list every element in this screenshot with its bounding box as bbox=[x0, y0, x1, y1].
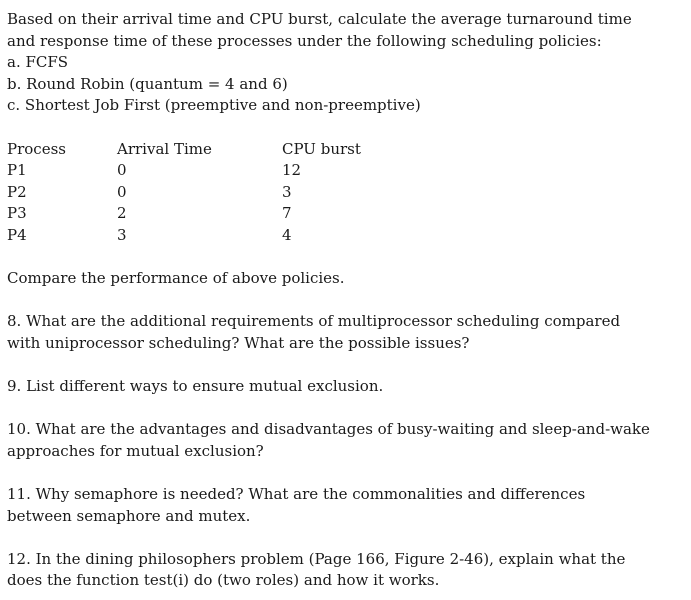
header-arrival-time: Arrival Time bbox=[117, 139, 212, 158]
question-9-line-1: 9. List different ways to ensure mutual exclusion. bbox=[7, 377, 384, 396]
policy-item-sjf: c. Shortest Job First (preemptive and non-preemptive) bbox=[7, 96, 421, 115]
question-10-line-1: 10. What are the advantages and disadvantages of busy-waiting and sleep-and-wake bbox=[7, 420, 650, 439]
cell-process: P1 bbox=[7, 161, 27, 180]
spacer bbox=[7, 117, 691, 139]
intro-paragraph bbox=[7, 9, 691, 117]
cell-process: P3 bbox=[7, 204, 27, 223]
question-12-line-2: does the function test(i) do (two roles) and how it works. bbox=[7, 571, 440, 590]
question-11 bbox=[7, 484, 691, 527]
cell-process: P2 bbox=[7, 182, 27, 201]
spacer bbox=[7, 355, 691, 377]
cell-cpu-burst: 7 bbox=[282, 204, 292, 223]
cell-cpu-burst: 4 bbox=[282, 225, 292, 244]
question-11-line-2: between semaphore and mutex. bbox=[7, 506, 251, 525]
cell-process: P4 bbox=[7, 225, 27, 244]
table-header-row bbox=[7, 139, 402, 161]
policy-item-fcfs: a. FCFS bbox=[7, 53, 69, 72]
question-11-line-1: 11. Why semaphore is needed? What are the commonalities and differences bbox=[7, 485, 586, 504]
question-8-line-1: 8. What are the additional requirements of multiprocessor scheduling compared bbox=[7, 312, 621, 331]
spacer bbox=[7, 247, 691, 269]
cell-arrival-time: 3 bbox=[117, 225, 127, 244]
question-8 bbox=[7, 311, 691, 354]
cell-cpu-burst: 3 bbox=[282, 182, 292, 201]
table-row bbox=[7, 225, 402, 247]
spacer bbox=[7, 527, 691, 549]
spacer bbox=[7, 462, 691, 484]
question-12 bbox=[7, 549, 691, 592]
cell-arrival-time: 0 bbox=[117, 161, 127, 180]
spacer bbox=[7, 290, 691, 312]
intro-line-1: Based on their arrival time and CPU burst, calculate the average turnaround time bbox=[7, 10, 632, 28]
table-row bbox=[7, 160, 402, 182]
spacer bbox=[7, 398, 691, 420]
header-process: Process bbox=[7, 139, 66, 158]
question-10-line-2: approaches for mutual exclusion? bbox=[7, 441, 264, 460]
table-row bbox=[7, 203, 402, 225]
compare-instruction: Compare the performance of above policies. bbox=[7, 269, 345, 288]
policy-item-round-robin: b. Round Robin (quantum = 4 and 6) bbox=[7, 74, 288, 93]
intro-line-2: and response time of these processes under the following scheduling policies: bbox=[7, 31, 602, 50]
process-table bbox=[7, 139, 402, 247]
question-12-line-1: 12. In the dining philosophers problem (Page 166, Figure 2-46), explain what the bbox=[7, 549, 626, 568]
question-10 bbox=[7, 419, 691, 462]
header-cpu-burst: CPU burst bbox=[282, 139, 361, 158]
table-row bbox=[7, 182, 402, 204]
question-8-line-2: with uniprocessor scheduling? What are the possible issues? bbox=[7, 333, 470, 352]
question-9 bbox=[7, 376, 691, 398]
cell-cpu-burst: 12 bbox=[282, 161, 302, 180]
cell-arrival-time: 0 bbox=[117, 182, 127, 201]
cell-arrival-time: 2 bbox=[117, 204, 127, 223]
